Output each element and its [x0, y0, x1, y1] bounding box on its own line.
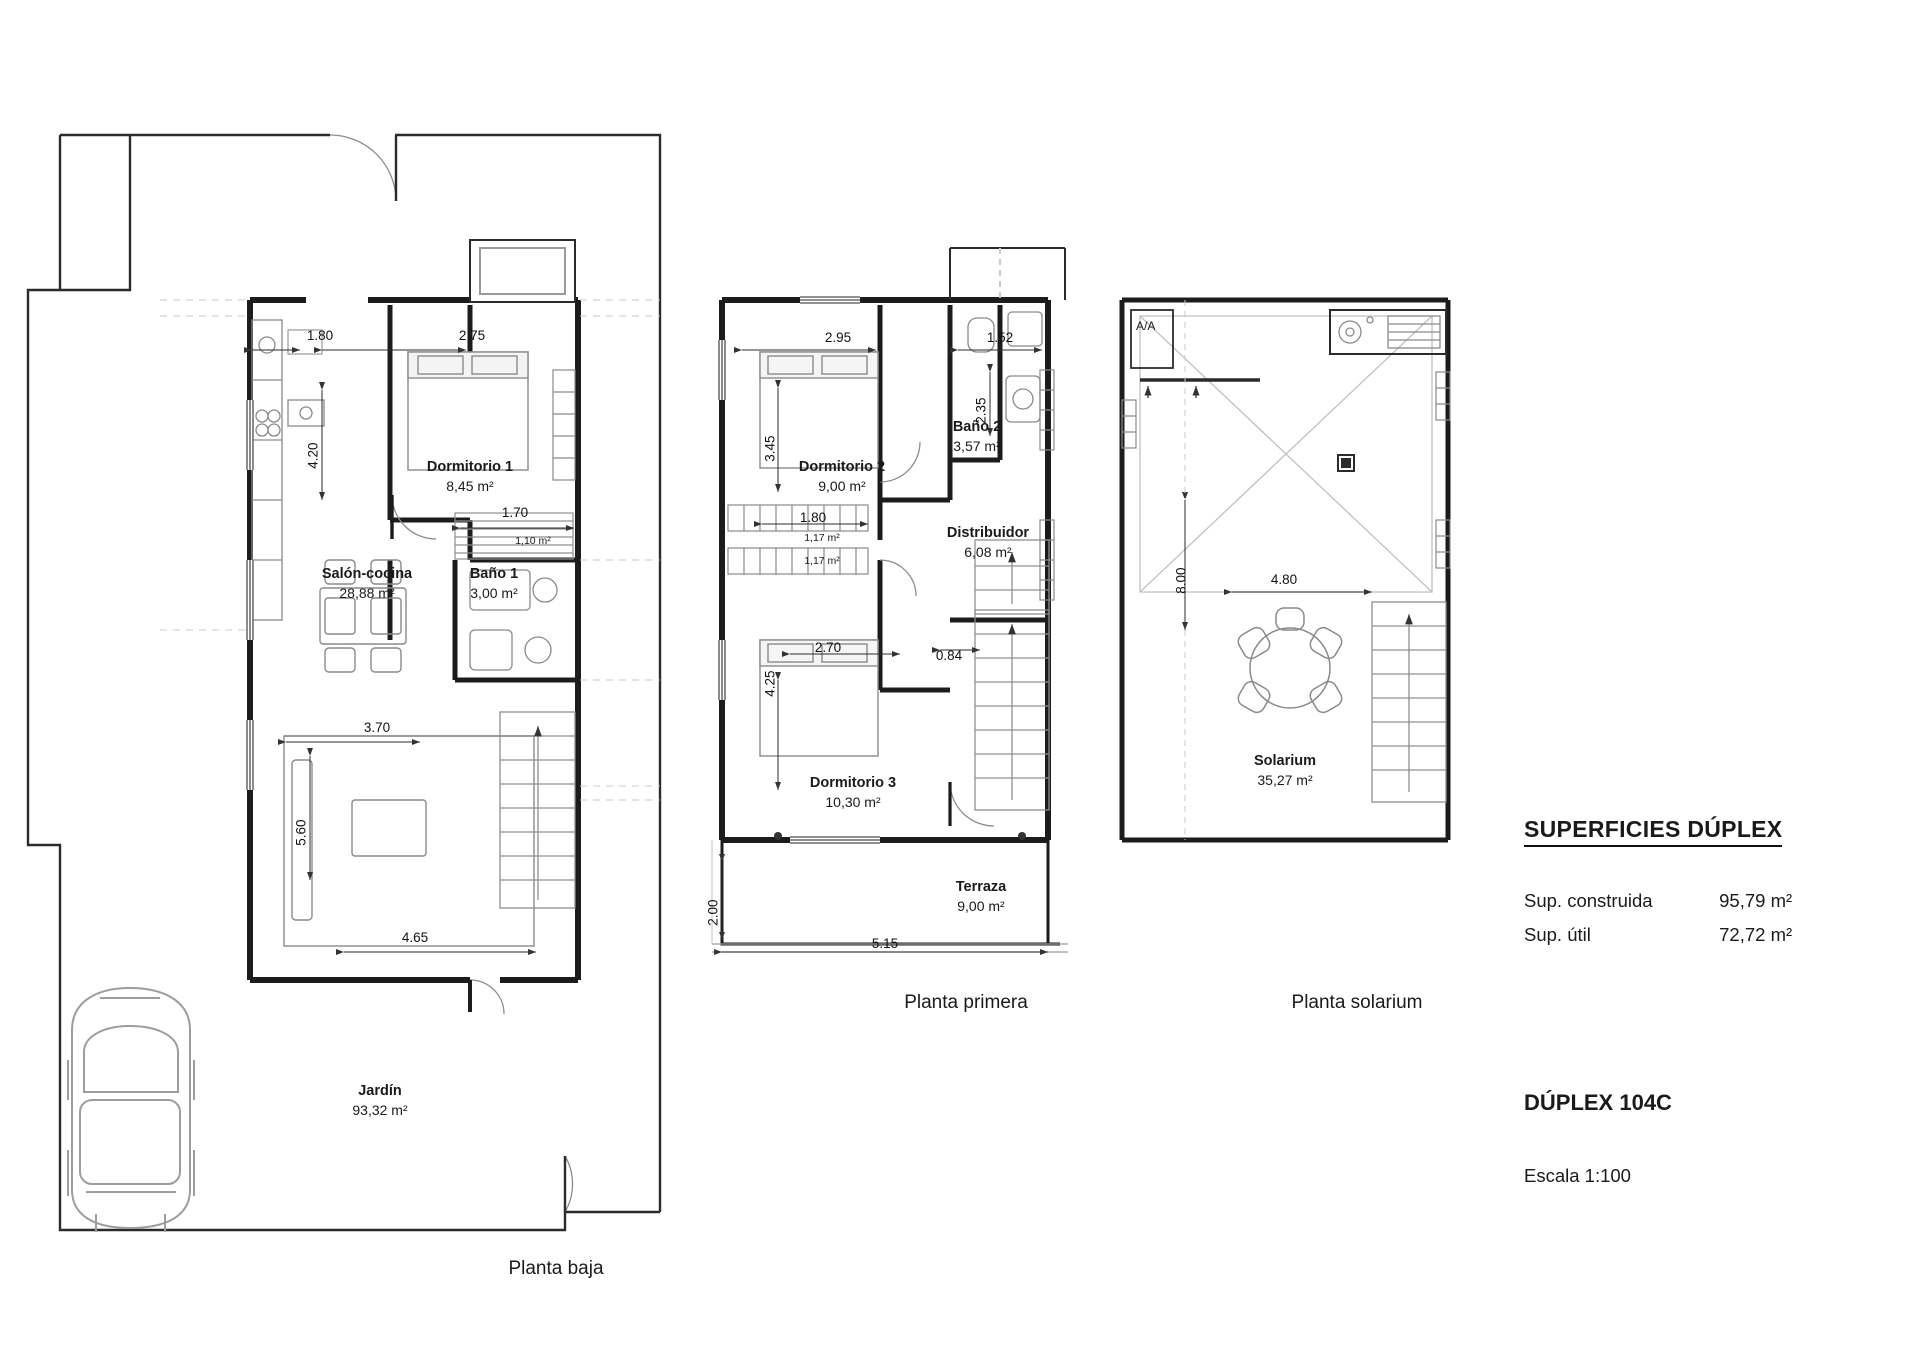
dim-primera-5: 1.80 — [799, 510, 827, 525]
room-salon-cocina — [322, 565, 412, 602]
legend-title-text: SUPERFICIES DÚPLEX — [1524, 816, 1782, 847]
room-terraza — [956, 878, 1007, 915]
dim-baja-1: 1.80 — [306, 328, 334, 343]
unit-title: DÚPLEX 104C — [1524, 1090, 1672, 1115]
legend-row-construida — [1524, 890, 1792, 912]
dim-primera-8: 4.25 — [762, 670, 778, 697]
legend-value: 95,79 m² — [1719, 890, 1793, 911]
room-area: 10,30 m² — [825, 793, 881, 810]
room-area: 28,88 m² — [339, 584, 395, 601]
floor-title-planta-primera: Planta primera — [904, 992, 1028, 1013]
small-area-armario-1: 1,17 m² — [804, 532, 840, 544]
dim-baja-2: 2.75 — [458, 328, 486, 343]
dim-baja-4: 1.70 — [501, 505, 529, 520]
legend-label: Sup. útil — [1524, 924, 1591, 945]
room-name: Baño 2 — [952, 419, 1002, 435]
dim-baja-7: 4.65 — [401, 930, 429, 945]
room-name: Terraza — [955, 879, 1007, 895]
room-area: 35,27 m² — [1257, 771, 1313, 788]
legend-value: 72,72 m² — [1719, 924, 1793, 945]
room-area: 3,00 m² — [470, 584, 518, 601]
dim-primera-9: 2.00 — [705, 899, 721, 926]
room-dormitorio-2 — [799, 458, 885, 495]
legend-title — [1524, 816, 1782, 843]
room-name: Distribuidor — [946, 525, 1030, 541]
dim-baja-6: 5.60 — [293, 819, 309, 846]
room-bano-1 — [470, 565, 518, 602]
room-area: 8,45 m² — [446, 477, 494, 494]
dim-primera-10: 5.15 — [871, 936, 899, 951]
small-area-escalera: 1,10 m² — [515, 535, 551, 547]
legend-row-util — [1524, 924, 1792, 946]
aa-text: A/A — [1136, 319, 1156, 333]
room-area: 6,08 m² — [964, 543, 1012, 560]
room-solarium — [1254, 752, 1316, 789]
dim-primera-2: 1.52 — [986, 330, 1014, 345]
room-area: 3,57 m² — [953, 437, 1001, 454]
scale-text: Escala 1:100 — [1524, 1165, 1631, 1186]
room-jardin — [352, 1082, 407, 1119]
room-dormitorio-1 — [427, 458, 513, 495]
room-distribuidor — [947, 524, 1029, 561]
dim-baja-5: 3.70 — [363, 720, 391, 735]
room-dormitorio-3 — [810, 774, 896, 811]
floor-title-planta-baja: Planta baja — [508, 1258, 604, 1279]
dim-primera-1: 2.95 — [824, 330, 852, 345]
dim-solarium-1: 8.00 — [1173, 567, 1189, 594]
annotation-aa — [1136, 320, 1155, 334]
room-name: Dormitorio 3 — [809, 775, 897, 791]
dim-primera-4: 3.45 — [762, 435, 778, 462]
dim-baja-3: 4.20 — [305, 442, 321, 469]
room-area: 93,32 m² — [352, 1101, 408, 1118]
dim-primera-6: 2.70 — [814, 640, 842, 655]
room-name: Jardín — [358, 1083, 402, 1099]
room-name: Dormitorio 2 — [798, 459, 886, 475]
room-area: 9,00 m² — [957, 897, 1005, 914]
room-name: Dormitorio 1 — [426, 459, 514, 475]
room-name: Baño 1 — [469, 566, 519, 582]
floor-title-planta-solarium: Planta solarium — [1291, 992, 1423, 1013]
dim-primera-7: 0.84 — [935, 648, 963, 663]
dim-primera-3: 2.35 — [973, 397, 989, 424]
dim-solarium-2: 4.80 — [1270, 572, 1298, 587]
small-area-armario-2: 1,17 m² — [804, 555, 840, 567]
room-name: Solarium — [1253, 753, 1317, 769]
room-name: Salón-cocina — [321, 566, 413, 582]
room-area: 9,00 m² — [818, 477, 866, 494]
legend-label: Sup. construida — [1524, 890, 1653, 911]
